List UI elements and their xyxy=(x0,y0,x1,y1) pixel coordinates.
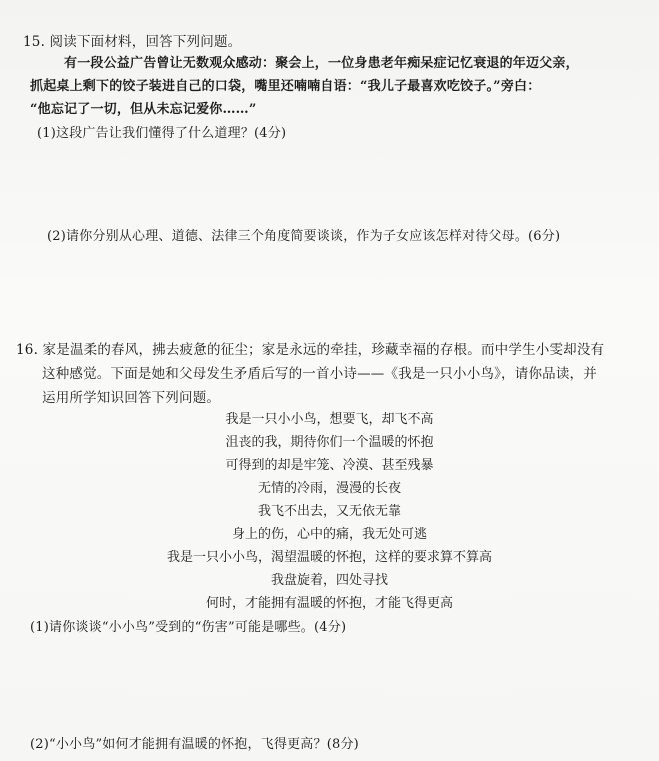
question-16-sub-question-2: (2)“小小鸟”如何才能拥有温暖的怀抱，飞得更高？(8分) xyxy=(30,737,359,752)
poem-line: 我是一只小小鸟，渴望温暖的怀抱，这样的要求算不算高 xyxy=(166,550,492,565)
question-16-intro-line-2: 这种感觉。下面是她和父母发生矛盾后写的一首小诗——《我是一只小小鸟》，请你品读，并 xyxy=(42,366,597,382)
poem-line: 我盘旋着，四处寻找 xyxy=(270,573,388,588)
question-16-sub-question-1: (1)请你谈谈“小小鸟”受到的“伤害”可能是哪些。(4分) xyxy=(30,620,347,635)
question-15-sub-question-1: (1)这段广告让我们懂得了什么道理？(4分) xyxy=(37,126,287,141)
question-15-title: 15. 阅读下面材料，回答下列问题。 xyxy=(23,34,242,50)
question-15-material-line-1: 有一段公益广告曾让无数观众感动：聚会上，一位身患老年痴呆症记忆衰退的年迈父亲， xyxy=(64,56,579,71)
poem-line: 可得到的却是牢笼、冷漠、甚至残暴 xyxy=(225,458,434,473)
poem-line: 身上的伤，心中的痛，我无处可逃 xyxy=(231,527,427,542)
poem-line: 沮丧的我，期待你们一个温暖的怀抱 xyxy=(225,435,434,450)
poem-line: 无情的冷雨，漫漫的长夜 xyxy=(257,481,401,496)
poem-line: 我飞不出去，又无依无靠 xyxy=(257,504,401,519)
poem-line: 何时，才能拥有温暖的怀抱，才能飞得更高 xyxy=(205,596,453,611)
question-16-intro-line-3: 运用所学知识回答下列问题。 xyxy=(42,390,221,406)
question-16-intro-line-1: 16. 家是温柔的春风，拂去疲惫的征尘；家是永远的牵挂，珍藏幸福的存根。而中学生小雯却没有 xyxy=(16,342,605,358)
question-15-material-line-3: “他忘记了一切，但从未忘记爱你……” xyxy=(30,102,257,117)
question-15-material-line-2: 抓起桌上剩下的饺子装进自己的口袋，嘴里还喃喃自语：“我儿子最喜欢吃饺子。”旁白： xyxy=(30,79,541,94)
question-15-sub-question-2: (2)请你分别从心理、道德、法律三个角度简要谈谈，作为子女应该怎样对待父母。(6分) xyxy=(47,229,561,244)
poem-line: 我是一只小小鸟，想要飞，却飞不高 xyxy=(225,412,434,427)
